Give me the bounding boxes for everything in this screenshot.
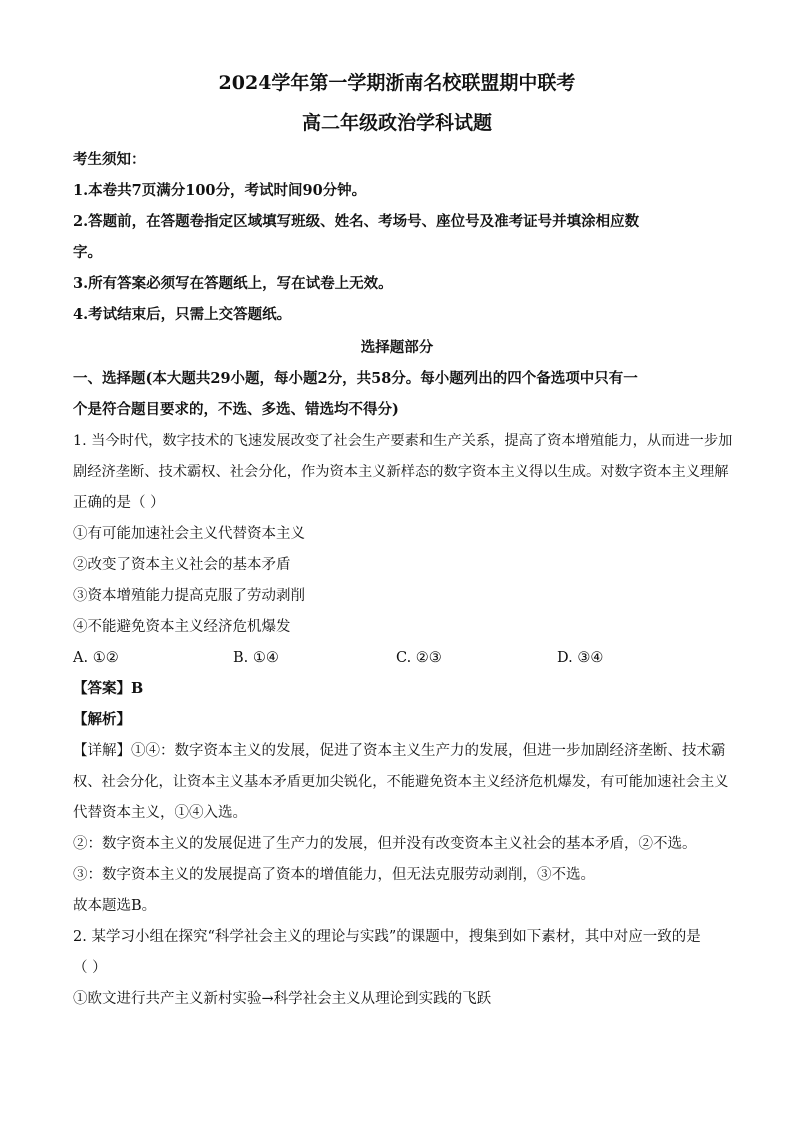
notice-item-4: 4.考试结束后，只需上交答题纸。 <box>73 306 292 323</box>
q2-stem-1: 2. 某学习小组在探究“科学社会主义的理论与实践”的课题中，搜集到如下素材，其中对应一致的是 <box>73 929 701 945</box>
q1-detail-1: 【详解】①④：数字资本主义的发展，促进了资本主义生产力的发展，但进一步加剧经济垄断、技术霸 <box>73 743 726 759</box>
page-title: 2024学年第一学期浙南名校联盟期中联考 <box>218 72 576 94</box>
notice-item-2-cont: 字。 <box>73 244 102 261</box>
q1-analysis-label: 【解析】 <box>73 711 131 728</box>
q1-detail-5: ③：数字资本主义的发展提高了资本的增值能力，但无法克服劳动剥削，③不选。 <box>73 867 595 883</box>
q1-option-a: A. ①② <box>73 650 119 666</box>
q1-detail-3: 代替资本主义，①④入选。 <box>73 805 247 821</box>
q1-option-d: D. ③④ <box>557 650 604 666</box>
q1-answer: 【答案】B <box>73 680 144 697</box>
q1-statement-4: ④不能避免资本主义经济危机爆发 <box>73 619 291 635</box>
q1-option-c: C. ②③ <box>396 650 442 666</box>
notice-item-2: 2.答题前，在答题卷指定区域填写班级、姓名、考场号、座位号及准考证号并填涂相应数 <box>73 213 640 230</box>
q1-statement-2: ②改变了资本主义社会的基本矛盾 <box>73 557 291 573</box>
notice-item-1: 1.本卷共7页满分100分，考试时间90分钟。 <box>73 182 367 199</box>
q2-statement-1: ①欧文进行共产主义新村实验→科学社会主义从理论到实践的飞跃 <box>73 991 492 1007</box>
q1-option-b: B. ①④ <box>233 650 279 666</box>
q1-stem-1: 1. 当今时代，数字技术的飞速发展改变了社会生产要素和生产关系，提高了资本增殖能力，从而进一步加 <box>73 433 733 449</box>
notice-heading: 考生须知： <box>73 151 146 168</box>
q1-detail-6: 故本题选B。 <box>73 898 157 914</box>
q1-stem-3: 正确的是（ ） <box>73 495 165 511</box>
section-instruction-2: 个是符合题目要求的，不选、多选、错选均不得分) <box>73 401 399 418</box>
q2-stem-2: （ ） <box>73 960 107 976</box>
q1-stem-2: 剧经济垄断、技术霸权、社会分化，作为资本主义新样态的数字资本主义得以生成。对数字资本主义理解 <box>73 464 729 480</box>
notice-item-3: 3.所有答案必须写在答题纸上，写在试卷上无效。 <box>73 275 393 292</box>
q1-statement-3: ③资本增殖能力提高克服了劳动剥削 <box>73 588 305 604</box>
q1-detail-4: ②：数字资本主义的发展促进了生产力的发展，但并没有改变资本主义社会的基本矛盾，②不选。 <box>73 836 697 852</box>
section-instruction-1: 一、选择题(本大题共29小题，每小题2分，共58分。每小题列出的四个备选项中只有一 <box>73 370 638 387</box>
q1-detail-2: 权、社会分化，让资本主义基本矛盾更加尖锐化，不能避免资本主义经济危机爆发，有可能加速社会主义 <box>73 774 729 790</box>
section-title: 选择题部分 <box>360 339 434 356</box>
page-subtitle: 高二年级政治学科试题 <box>301 112 492 134</box>
q1-statement-1: ①有可能加速社会主义代替资本主义 <box>73 526 305 542</box>
